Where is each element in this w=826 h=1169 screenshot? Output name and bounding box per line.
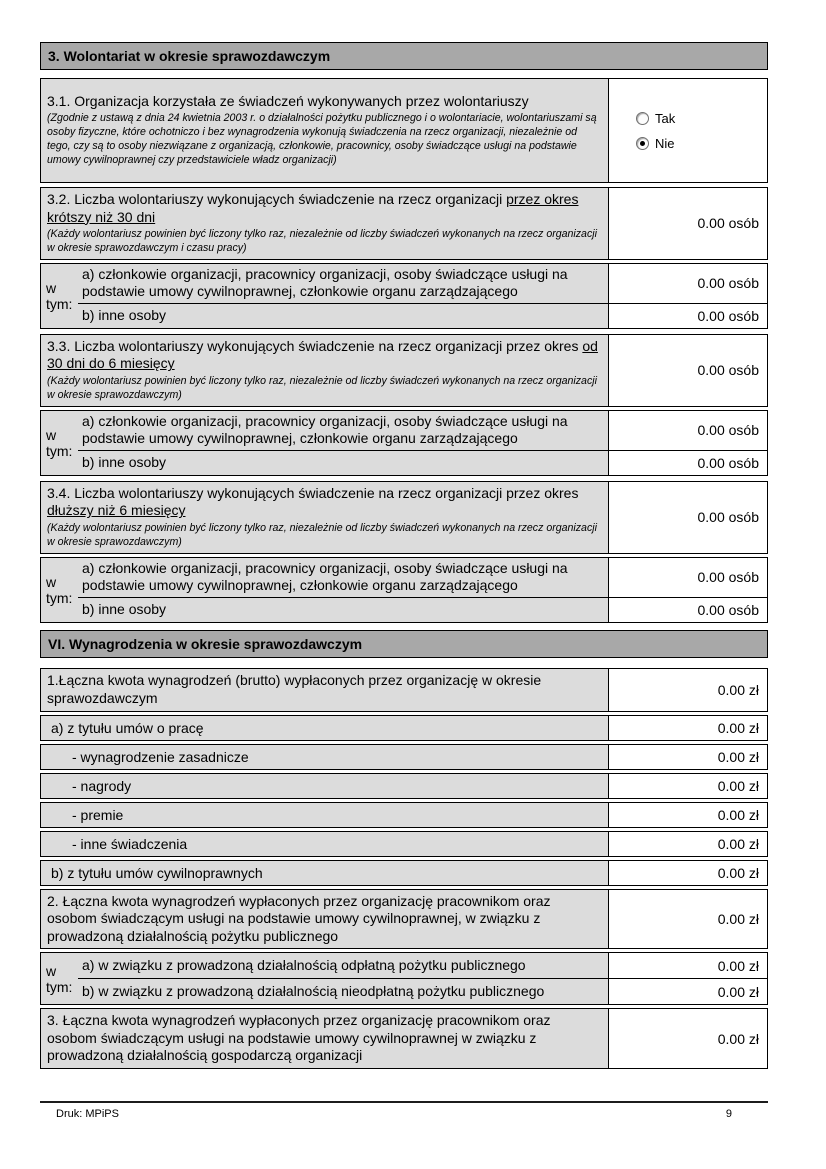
wages-row-nagrody-value-field[interactable]: 0.00 zł [609, 774, 767, 798]
question-3-3-sub-b-value-field[interactable]: 0.00 osób [609, 451, 767, 475]
wtym-label: w tym: [46, 426, 73, 459]
question-3-4-sub-b-row [78, 598, 767, 622]
question-3-3-breakdown [40, 410, 768, 476]
question-3-4-sub-b-value-field[interactable]: 0.00 osób [609, 598, 767, 622]
question-3-1-label [41, 79, 609, 182]
radio-option-tak[interactable] [636, 111, 767, 126]
wages-row-1-value-field[interactable]: 0.00 zł [609, 669, 767, 711]
page-footer [40, 1101, 768, 1120]
wages-row-3 [40, 1008, 768, 1069]
wages-row-2-label [41, 890, 609, 949]
wages-row-2-sub-b-value-field[interactable]: 0.00 zł [609, 979, 767, 1004]
question-3-2-sub-a-value-field[interactable]: 0.00 osób [609, 264, 767, 303]
question-3-3-title: 3.3. Liczba wolontariuszy wykonujących świadczenie na rzecz organizacji przez okres od 30 dni do 6 miesięcy [47, 337, 598, 372]
question-3-2-note: (Każdy wolontariusz powinien być liczony tylko raz, niezależnie od liczby świadczeń wykonanych na rzecz organizacji w okresie sprawozdawczym i czasu pracy) [47, 228, 597, 254]
question-3-2-label [41, 188, 609, 259]
wages-row-1 [40, 668, 768, 712]
wages-row-a-label: a) z tytułu umów o pracę [41, 716, 609, 740]
question-3-3-row [40, 334, 768, 407]
question-3-4-sub-b-label: b) inne osoby [78, 598, 609, 622]
wages-row-b-umowy-cywilnoprawne [40, 860, 768, 886]
question-3-1-note: (Zgodnie z ustawą z dnia 24 kwietnia 2003 r. o działalności pożytku publicznego i o wolontariacie, wolontariuszami są osoby fizyczne, które ochotniczo i bez wynagrodzenia wykonują świadczenia na rzecz organizacji, niezależnie od tego, czy są to osoby niezwiązane z organizacją, członkowie, pracownicy, osoby świadczące usługi na podstawie umowy cywilnoprawnej czy przedstawiciele władz organizacji) [47, 112, 597, 167]
question-3-2-sub-b-label: b) inne osoby [78, 304, 609, 328]
wages-row-1-label [41, 669, 609, 711]
wages-row-2-sub-a-label: a) w związku z prowadzoną działalnością odpłatną pożytku publicznego [78, 953, 609, 978]
wages-row-wynagrodzenie-label: - wynagrodzenie zasadnicze [41, 745, 609, 769]
section-header-volunteer: 3. Wolontariat w okresie sprawozdawczym [40, 42, 768, 70]
question-3-3-sub-a-value-field[interactable]: 0.00 osób [609, 411, 767, 450]
report-form [40, 42, 768, 1069]
wages-row-premie-label: - premie [41, 803, 609, 827]
footer-page-number: 9 [725, 1108, 732, 1120]
question-3-4-value-field[interactable]: 0.00 osób [609, 482, 767, 553]
wages-row-inne-swiadczenia-value-field[interactable]: 0.00 zł [609, 832, 767, 856]
question-3-3-sub-b-row [78, 451, 767, 475]
question-3-2-sub-b-value-field[interactable]: 0.00 osób [609, 304, 767, 328]
wages-row-nagrody-label: - nagrody [41, 774, 609, 798]
question-3-3-note: (Każdy wolontariusz powinien być liczony tylko raz, niezależnie od liczby świadczeń wykonanych na rzecz organizacji w okresie sprawozdawczym) [47, 374, 597, 401]
wages-row-2-sub-b-row [78, 979, 767, 1004]
question-3-1-answer-cell [609, 79, 767, 182]
wages-row-wynagrodzenie-zasadnicze [40, 744, 768, 770]
wages-row-nagrody [40, 773, 768, 799]
question-3-3-label [41, 335, 609, 406]
question-3-2-sub-a-label: a) członkowie organizacji, pracownicy organizacji, osoby świadczące usługi na podstawie umowy cywilnoprawnej, członkowie organu zarządzającego [78, 264, 609, 303]
wages-row-premie-value-field[interactable]: 0.00 zł [609, 803, 767, 827]
question-3-4-title: 3.4. Liczba wolontariuszy wykonujących świadczenie na rzecz organizacji przez okres dłuższy niż 6 miesięcy [47, 484, 579, 519]
wages-row-2-sub-a-row [78, 953, 767, 979]
wages-row-b-value-field[interactable]: 0.00 zł [609, 861, 767, 885]
wages-row-wynagrodzenie-value-field[interactable]: 0.00 zł [609, 745, 767, 769]
question-3-2-sub-b-row [78, 304, 767, 328]
wages-row-inne-swiadczenia-label: - inne świadczenia [41, 832, 609, 856]
wages-row-b-label: b) z tytułu umów cywilnoprawnych [41, 861, 609, 885]
footer-print-label: Druk: MPiPS [56, 1108, 119, 1120]
question-3-4-row [40, 481, 768, 554]
question-3-3-sub-a-row [78, 411, 767, 451]
question-3-4-label [41, 482, 609, 553]
question-3-4-note: (Każdy wolontariusz powinien być liczony tylko raz, niezależnie od liczby świadczeń wykonanych na rzecz organizacji w okresie sprawozdawczym) [47, 521, 597, 548]
question-3-3-value-field[interactable]: 0.00 osób [609, 335, 767, 406]
question-3-2-sub-a-row [78, 264, 767, 304]
wages-row-2 [40, 889, 768, 950]
question-3-2-breakdown [40, 263, 768, 329]
wages-row-3-value-field[interactable]: 0.00 zł [609, 1009, 767, 1068]
question-3-2-row [40, 187, 768, 260]
section-header-wages: VI. Wynagrodzenia w okresie sprawozdawczym [40, 630, 768, 658]
wages-row-premie [40, 802, 768, 828]
question-3-4-breakdown [40, 557, 768, 623]
radio-label-tak: Tak [655, 110, 676, 126]
wtym-label: w tym: [46, 962, 73, 995]
wages-row-2-value-field[interactable]: 0.00 zł [609, 890, 767, 949]
question-3-4-sub-a-label: a) członkowie organizacji, pracownicy organizacji, osoby świadczące usługi na podstawie umowy cywilnoprawnej, członkowie organu zarządzającego [78, 558, 609, 597]
wages-row-2-sub-b-label: b) w związku z prowadzoną działalnością nieodpłatną pożytku publicznego [78, 979, 609, 1004]
wtym-label: w tym: [46, 573, 73, 606]
radio-label-nie: Nie [655, 135, 675, 151]
question-3-3-sub-a-label: a) członkowie organizacji, pracownicy organizacji, osoby świadczące usługi na podstawie umowy cywilnoprawnej, członkowie organu zarządzającego [78, 411, 609, 450]
question-3-1-row [40, 78, 768, 183]
wages-row-1-text: 1.Łączna kwota wynagrodzeń (brutto) wypłaconych przez organizację w okresie sprawozdawczym [47, 672, 542, 706]
question-3-1-title: 3.1. Organizacja korzystała ze świadczeń wykonywanych przez wolontariuszy [47, 92, 529, 109]
question-3-2-title: 3.2. Liczba wolontariuszy wykonujących świadczenie na rzecz organizacji przez okres krótszy niż 30 dni [47, 191, 579, 225]
question-3-2-value-field[interactable]: 0.00 osób [609, 188, 767, 259]
wages-row-3-text: 3. Łączna kwota wynagrodzeń wypłaconych przez organizację pracownikom oraz osobom świadczącym usługi na podstawie umowy cywilnoprawnej w związku z prowadzoną działalnością gospodarczą organizacji [47, 1012, 551, 1064]
wages-row-a-value-field[interactable]: 0.00 zł [609, 716, 767, 740]
wages-row-2-breakdown [40, 952, 768, 1005]
radio-button-icon-nie-selected[interactable] [636, 137, 649, 150]
radio-option-nie[interactable] [636, 136, 767, 151]
question-3-4-sub-a-value-field[interactable]: 0.00 osób [609, 558, 767, 597]
wages-row-2-text: 2. Łączna kwota wynagrodzeń wypłaconych przez organizację pracownikom oraz osobom świadczącym usługi na podstawie umowy cywilnoprawnej, w związku z prowadzoną działalnością pożytku publicznego [47, 892, 551, 944]
radio-button-icon-tak[interactable] [636, 112, 649, 125]
wages-row-inne-swiadczenia [40, 831, 768, 857]
wages-row-3-label [41, 1009, 609, 1068]
wages-row-2-sub-a-value-field[interactable]: 0.00 zł [609, 953, 767, 978]
wtym-label: w tym: [46, 279, 73, 312]
question-3-4-sub-a-row [78, 558, 767, 598]
wages-row-a-umowy-o-prace [40, 715, 768, 741]
question-3-3-sub-b-label: b) inne osoby [78, 451, 609, 475]
